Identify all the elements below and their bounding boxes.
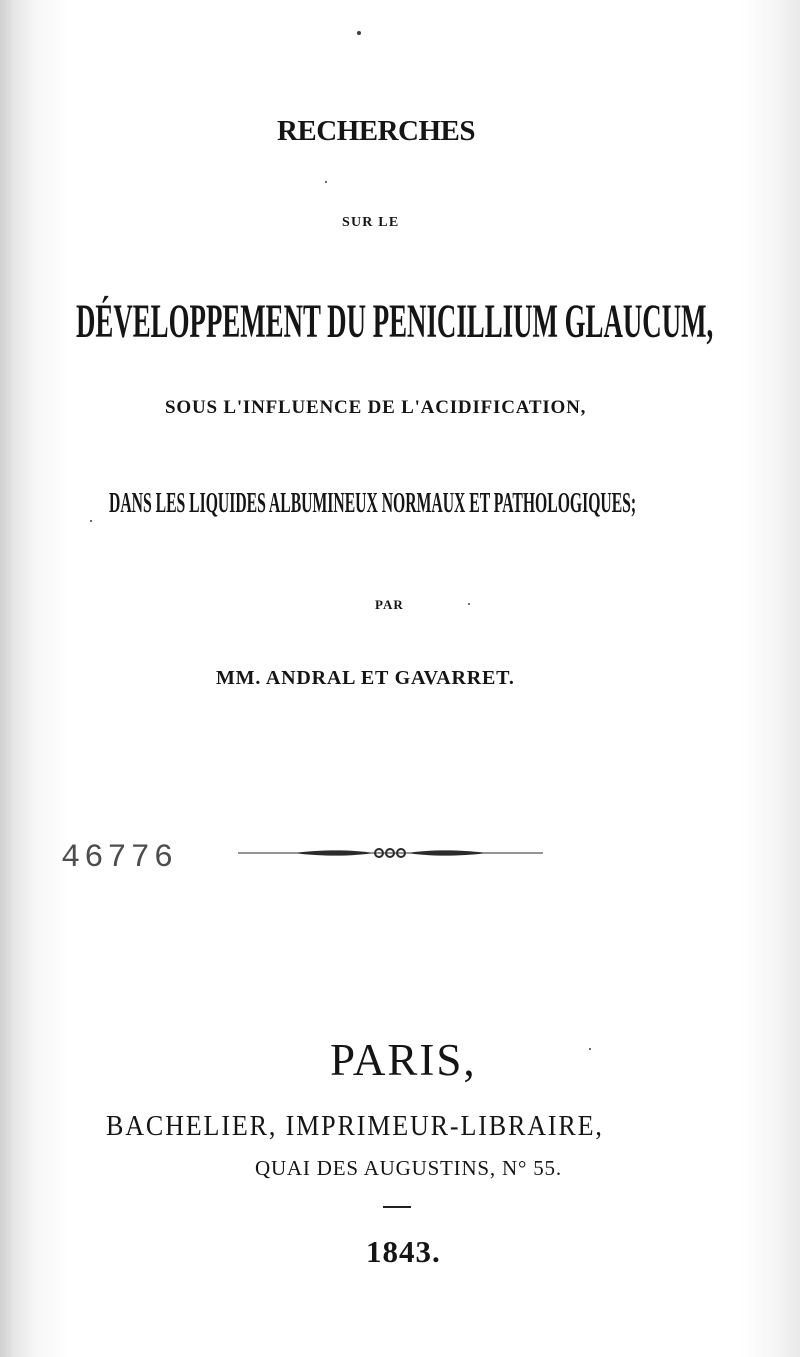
decorative-rule-ornament (238, 842, 543, 864)
imprint-address: QUAI DES AUGUSTINS, N° 55. (255, 1156, 562, 1180)
heading-recherches (277, 117, 475, 146)
catalog-number-stamp: 46776 (61, 839, 178, 876)
print-speck (468, 603, 470, 605)
subtitle-liquides (109, 490, 800, 518)
imprint-city: PARIS, (330, 1035, 477, 1085)
publication-year: 1843. (366, 1234, 441, 1269)
print-speck (90, 520, 92, 522)
short-rule (383, 1206, 411, 1208)
heading-recherches-text: RECHERCHES (276, 115, 476, 147)
main-title (76, 295, 800, 348)
subtitle-liquides-text: DANS LES LIQUIDES ALBUMINEUX NORMAUX ET PATHOLOGIQUES; (109, 488, 637, 519)
print-speck (325, 181, 327, 183)
imprint-publisher: BACHELIER, IMPRIMEUR-LIBRAIRE, (106, 1111, 604, 1142)
print-speck (357, 31, 361, 35)
heading-sur-le: SUR LE (342, 215, 400, 230)
main-title-text: DÉVELOPPEMENT DU PENICILLIUM GLAUCUM, (76, 295, 714, 348)
subtitle-acidification: SOUS L'INFLUENCE DE L'ACIDIFICATION, (165, 397, 587, 418)
by-label: PAR (375, 597, 404, 612)
print-speck (589, 1048, 591, 1050)
authors: MM. ANDRAL ET GAVARRET. (216, 667, 515, 689)
